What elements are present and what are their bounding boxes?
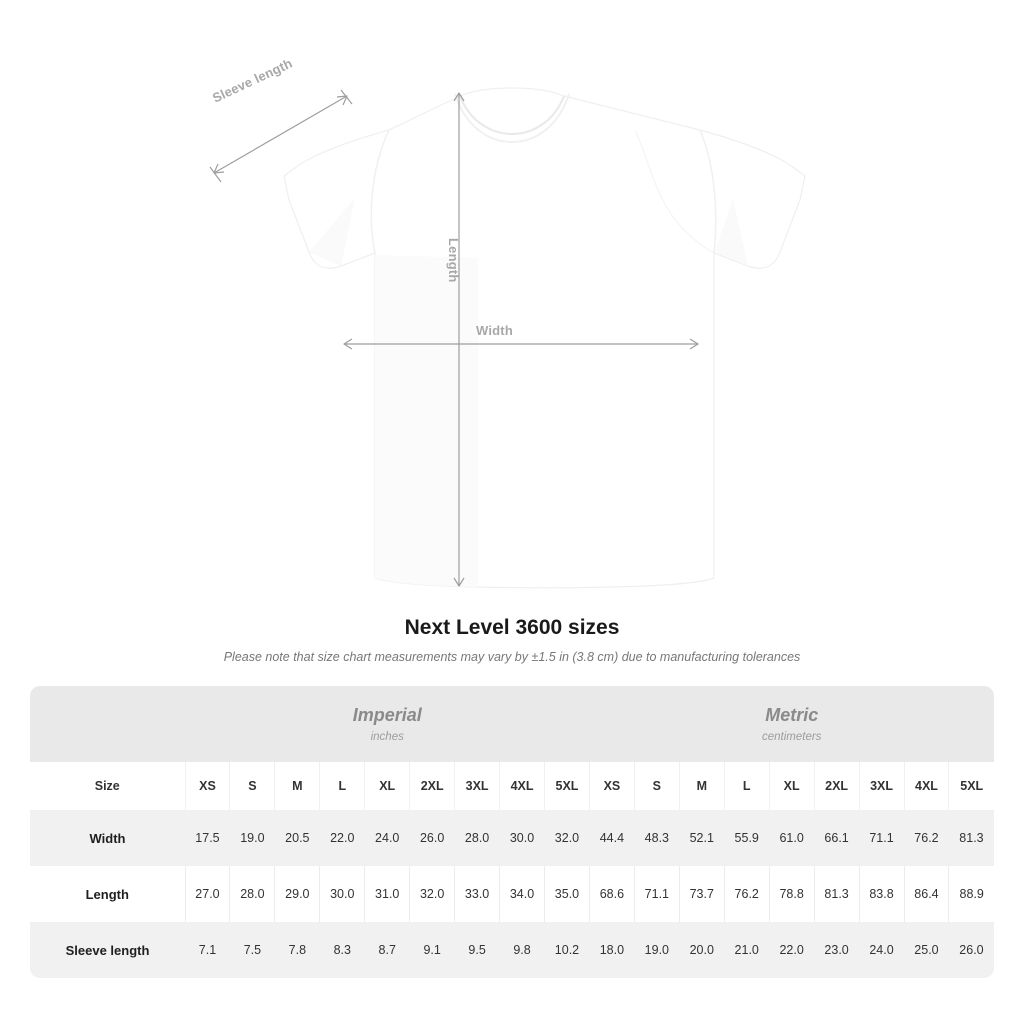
size-chart-table-wrapper: [30, 686, 994, 978]
cell-length-metric-3xl: 83.8: [859, 866, 904, 922]
cell-length-metric-xs: 68.6: [589, 866, 634, 922]
cell-sleeve-metric-s: 19.0: [634, 922, 679, 978]
cell-width-metric-3xl: 71.1: [859, 810, 904, 866]
row-label-length: Length: [30, 866, 185, 922]
cell-sleeve-imperial-s: 7.5: [230, 922, 275, 978]
cell-sleeve-metric-m: 20.0: [679, 922, 724, 978]
cell-sleeve-metric-4xl: 25.0: [904, 922, 949, 978]
width-label: Width: [476, 323, 513, 338]
tolerance-note: Please note that size chart measurements may vary by ±1.5 in (3.8 cm) due to manufacturing tolerances: [223, 650, 801, 664]
col-header-metric-s: S: [634, 762, 679, 810]
unit-system-header-row: [30, 686, 994, 762]
col-header-metric-2xl: 2XL: [814, 762, 859, 810]
cell-width-imperial-xl: 24.0: [365, 810, 410, 866]
col-header-metric-5xl: 5XL: [949, 762, 994, 810]
cell-width-imperial-2xl: 26.0: [410, 810, 455, 866]
imperial-label: Imperial: [352, 705, 422, 726]
size-header-row: [30, 762, 994, 810]
cell-length-metric-4xl: 86.4: [904, 866, 949, 922]
tshirt-shape: [284, 88, 805, 588]
title-block: [0, 616, 1024, 664]
cell-width-imperial-xs: 17.5: [185, 810, 230, 866]
cell-width-metric-2xl: 66.1: [814, 810, 859, 866]
imperial-group-header: [185, 686, 589, 762]
cell-width-metric-xl: 61.0: [769, 810, 814, 866]
cell-length-imperial-4xl: 34.0: [500, 866, 545, 922]
col-header-metric-xs: XS: [589, 762, 634, 810]
col-header-imperial-3xl: 3XL: [455, 762, 500, 810]
table-row: [30, 866, 994, 922]
col-header-metric-xl: XL: [769, 762, 814, 810]
metric-label: Metric: [765, 705, 819, 726]
length-label: Length: [446, 238, 461, 283]
cell-sleeve-metric-xl: 22.0: [769, 922, 814, 978]
cell-width-metric-xs: 44.4: [589, 810, 634, 866]
cell-sleeve-metric-3xl: 24.0: [859, 922, 904, 978]
cell-width-metric-m: 52.1: [679, 810, 724, 866]
sleeve-length-label: Sleeve length: [210, 55, 295, 106]
col-header-imperial-xs: XS: [185, 762, 230, 810]
cell-width-imperial-m: 20.5: [275, 810, 320, 866]
table-row: [30, 922, 994, 978]
col-header-metric-4xl: 4XL: [904, 762, 949, 810]
cell-sleeve-imperial-2xl: 9.1: [410, 922, 455, 978]
cell-sleeve-metric-2xl: 23.0: [814, 922, 859, 978]
metric-unit: centimeters: [762, 730, 822, 743]
cell-width-metric-s: 48.3: [634, 810, 679, 866]
imperial-unit: inches: [370, 730, 404, 743]
size-chart-table: [30, 686, 994, 978]
col-header-imperial-s: S: [230, 762, 275, 810]
cell-sleeve-imperial-5xl: 10.2: [545, 922, 590, 978]
table-corner-cell: [30, 686, 185, 762]
col-header-imperial-l: L: [320, 762, 365, 810]
cell-sleeve-imperial-4xl: 9.8: [500, 922, 545, 978]
col-header-imperial-2xl: 2XL: [410, 762, 455, 810]
cell-sleeve-metric-l: 21.0: [724, 922, 769, 978]
cell-width-metric-4xl: 76.2: [904, 810, 949, 866]
col-header-imperial-5xl: 5XL: [545, 762, 590, 810]
cell-length-imperial-2xl: 32.0: [410, 866, 455, 922]
cell-length-imperial-xs: 27.0: [185, 866, 230, 922]
cell-width-imperial-3xl: 28.0: [455, 810, 500, 866]
cell-length-metric-xl: 78.8: [769, 866, 814, 922]
cell-sleeve-imperial-xl: 8.7: [365, 922, 410, 978]
col-header-imperial-4xl: 4XL: [500, 762, 545, 810]
cell-length-imperial-5xl: 35.0: [545, 866, 590, 922]
cell-length-metric-5xl: 88.9: [949, 866, 994, 922]
row-label-sleeve-length: Sleeve length: [30, 922, 185, 978]
cell-length-imperial-l: 30.0: [320, 866, 365, 922]
cell-sleeve-imperial-xs: 7.1: [185, 922, 230, 978]
cell-sleeve-metric-xs: 18.0: [589, 922, 634, 978]
cell-length-metric-l: 76.2: [724, 866, 769, 922]
table-row: [30, 810, 994, 866]
cell-length-metric-2xl: 81.3: [814, 866, 859, 922]
row-label-width: Width: [30, 810, 185, 866]
cell-width-imperial-4xl: 30.0: [500, 810, 545, 866]
size-header-label: Size: [30, 762, 185, 810]
col-header-imperial-m: M: [275, 762, 320, 810]
cell-length-imperial-3xl: 33.0: [455, 866, 500, 922]
cell-length-imperial-s: 28.0: [230, 866, 275, 922]
cell-length-imperial-xl: 31.0: [365, 866, 410, 922]
cell-sleeve-imperial-l: 8.3: [320, 922, 365, 978]
cell-width-imperial-5xl: 32.0: [545, 810, 590, 866]
cell-width-imperial-l: 22.0: [320, 810, 365, 866]
cell-length-metric-m: 73.7: [679, 866, 724, 922]
cell-width-metric-l: 55.9: [724, 810, 769, 866]
col-header-metric-3xl: 3XL: [859, 762, 904, 810]
cell-sleeve-imperial-m: 7.8: [275, 922, 320, 978]
col-header-imperial-xl: XL: [365, 762, 410, 810]
cell-length-imperial-m: 29.0: [275, 866, 320, 922]
page-title: Next Level 3600 sizes: [404, 616, 620, 639]
cell-width-imperial-s: 19.0: [230, 810, 275, 866]
cell-sleeve-imperial-3xl: 9.5: [455, 922, 500, 978]
cell-width-metric-5xl: 81.3: [949, 810, 994, 866]
col-header-metric-m: M: [679, 762, 724, 810]
cell-length-metric-s: 71.1: [634, 866, 679, 922]
cell-sleeve-metric-5xl: 26.0: [949, 922, 994, 978]
col-header-metric-l: L: [724, 762, 769, 810]
metric-group-header: [589, 686, 994, 762]
